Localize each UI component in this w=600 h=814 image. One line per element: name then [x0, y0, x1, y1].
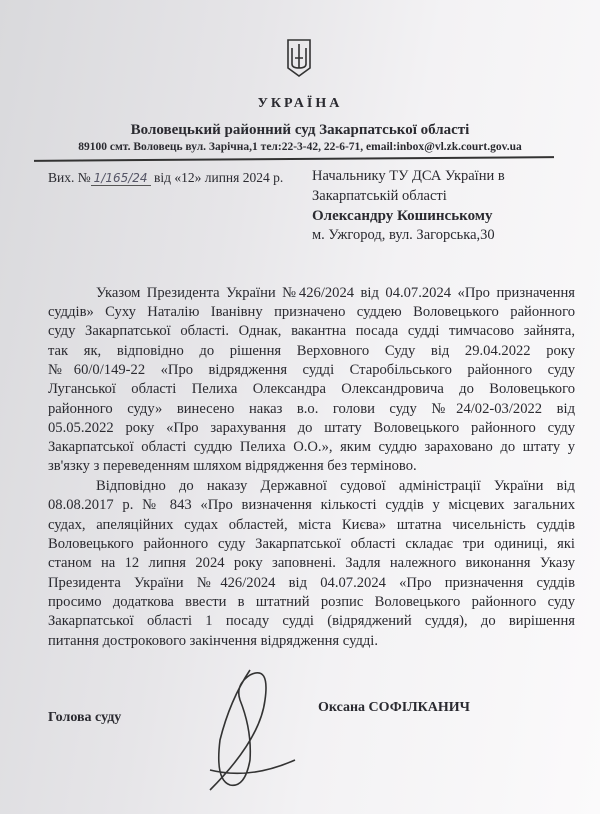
addressee-line: Закарпатській області: [312, 188, 447, 204]
body-line: судах, апеляційних судах областей, міста Києва» штатна чисельність суддів: [48, 517, 575, 533]
trident-emblem-icon: [286, 38, 312, 78]
body-line: №60/0/149-22 «Про відрядження судді Старобільського районного суду: [48, 362, 575, 378]
outgoing-prefix: Вих. №: [48, 170, 91, 185]
addressee-line: Начальнику ТУ ДСА України в: [312, 168, 505, 184]
handwritten-signature: [190, 660, 300, 800]
body-line: 05.05.2022 року «Про зарахування до штату Воловецького районного суду: [48, 420, 575, 436]
outgoing-date: від «12» липня 2024 р.: [153, 170, 284, 185]
outgoing-number-handwritten: 1/165/24: [91, 171, 151, 186]
signature-position: Голова суду: [48, 710, 122, 725]
body-line: питання дострокового закінчення відрядження судді.: [48, 633, 379, 649]
body-line: зв'язку з переведенням шляхом відрядження без терміново.: [48, 458, 417, 474]
body-line: Президента України №426/2024 від 04.07.2024 «Про призначення суддів: [48, 575, 575, 591]
signatory-name: Оксана СОФІЛКАНИЧ: [318, 700, 470, 715]
body-line: Закарпатської області суддю Пелиха О.О.», яким суддю зараховано до штату у: [48, 439, 575, 455]
body-line: суддів» Суху Наталію Іванівну призначено суддею Воловецького районного: [48, 304, 575, 320]
header-divider: [34, 156, 554, 161]
body-line: Указом Президента України №426/2024 від 04.07.2024 «Про призначення: [96, 285, 575, 301]
body-line: районного суду» винесено наказ в.о. голови суду №24/02-03/2022 від: [48, 401, 575, 417]
body-line: Відповідно до наказу Державної судової адміністрації України від: [96, 478, 575, 494]
body-line: так як, відповідно до рішення Верховного Суду від 29.04.2022 року: [48, 343, 575, 359]
body-line: Луганської області Пелиха Олександра Олександровича до Воловецького: [48, 381, 575, 397]
body-line: Воловецького районного суду Закарпатської області складає три одиниці, які: [48, 536, 575, 552]
body-line: Закарпатської області 1 посаду судді (відряджений суддя), до вирішення: [48, 613, 575, 629]
body-line: суду Закарпатської області. Однак, вакантна посада судді тимчасово зайнята,: [48, 323, 575, 339]
addressee-address: м. Ужгород, вул. Загорська,30: [312, 227, 495, 243]
court-name: Воловецький районний суд Закарпатської області: [130, 122, 470, 138]
country-heading: УКРАЇНА: [257, 96, 343, 111]
body-line: просимо додаткова ввести в штатний розпис Воловецького районного суду: [48, 594, 575, 610]
court-address: 89100 смт. Воловець вул. Зарічна,1 тел:22-3-42, 22-6-71, email:inbox@vl.zk.court.gov.ua: [78, 141, 522, 153]
body-line: станом на 12 липня 2024 року заповнені. Задля належного виконання Указу: [48, 555, 575, 571]
addressee-name: Олександру Кошинському: [312, 208, 493, 224]
outgoing-number: [48, 170, 283, 186]
body-line: 08.08.2017 р. № 843 «Про визначення кількості суддів у місцевих загальних: [48, 497, 575, 513]
